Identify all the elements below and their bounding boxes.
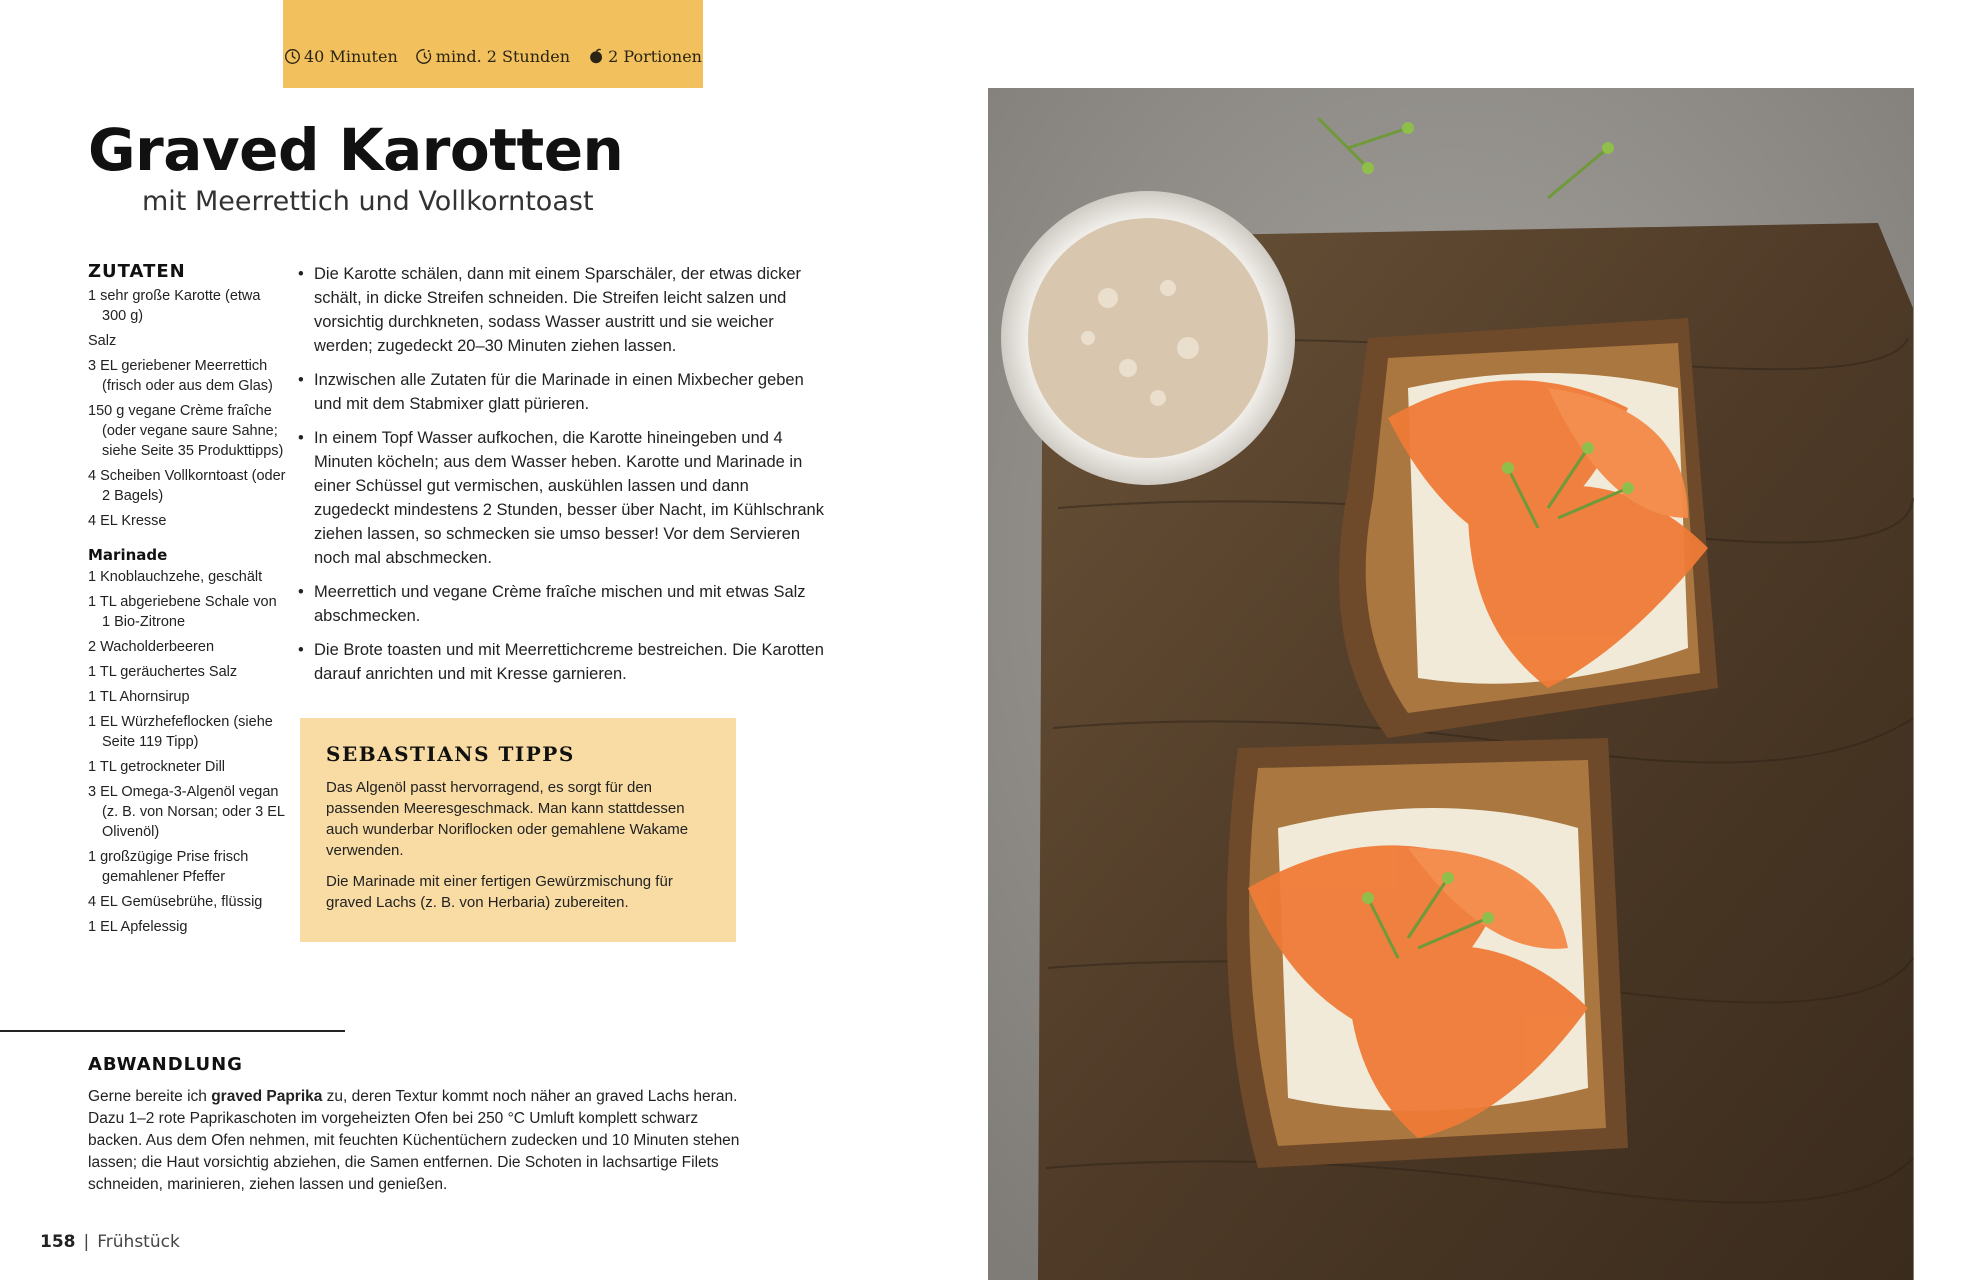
marinade-item: 1 TL getrockneter Dill: [88, 759, 226, 775]
meta-wait-label: mind. 2 Stunden: [435, 47, 571, 66]
tips-heading: SEBASTIANS TIPPS: [326, 742, 575, 766]
food-photo: [988, 88, 1914, 1280]
ingredient-item: 4 EL Kresse: [88, 513, 167, 529]
ingredient-item: 1 sehr große Karotte (etwa 300 g): [88, 288, 261, 324]
meta-time: [284, 47, 398, 66]
meta-servings-label: 2 Portionen: [608, 47, 702, 66]
ingredients-list: [88, 286, 288, 531]
ingredient-item: Salz: [88, 333, 117, 349]
marinade-item: 2 Wacholderbeeren: [88, 639, 215, 655]
salt-flakes: [1028, 218, 1268, 458]
ingredient-item: 3 EL geriebener Meerrettich (frisch oder aus dem Glas): [88, 358, 273, 394]
bullet-icon: •: [298, 265, 304, 283]
variation-text: [88, 1086, 748, 1196]
recipe-subtitle: mit Meerrettich und Vollkorntoast: [142, 186, 594, 217]
step-text: Inzwischen alle Zutaten für die Marinade in einen Mixbecher geben und mit dem Stabmixer glatt pürieren.: [314, 371, 804, 413]
bullet-icon: •: [298, 429, 304, 447]
marinade-list: [88, 567, 288, 937]
clock-icon: [284, 48, 301, 65]
recipe-title: Graved Karotten: [88, 116, 624, 184]
step-text: Meerrettich und vegane Crème fraîche mischen und mit etwas Salz abschmecken.: [314, 583, 806, 625]
variation-section: [88, 1054, 748, 1196]
step-text: In einem Topf Wasser aufkochen, die Karotte hineingeben und 4 Minuten köcheln; aus dem Wasser heben. Karotte und Marinade in einer Schüssel gut vermischen, auskühlen lassen und dann zugedeckt mindestens 2 Stunden, besser über Nacht, im Kühlschrank ziehen lassen, so schmecken sie umso besser! Vor dem Servieren noch mal abschmecken.: [314, 429, 824, 567]
step-item: [298, 580, 828, 628]
marinade-item: 3 EL Omega-3-Algenöl vegan (z. B. von Norsan; oder 3 EL Olivenöl): [88, 784, 285, 840]
marinade-item: 4 EL Gemüsebrühe, flüssig: [88, 894, 263, 910]
meta-time-label: 40 Minuten: [304, 47, 398, 66]
page-footer: [40, 1232, 180, 1252]
marinade-item: 1 TL Ahornsirup: [88, 689, 190, 705]
page-number: 158: [40, 1232, 76, 1252]
recipe-meta-bar: [283, 0, 703, 88]
marinade-item: 1 großzügige Prise frisch gemahlener Pfeffer: [88, 849, 249, 885]
marinade-item: 1 EL Apfelessig: [88, 919, 188, 935]
step-item: [298, 368, 828, 416]
footer-separator: |: [83, 1232, 90, 1252]
footer-section: Frühstück: [97, 1232, 180, 1252]
meta-wait: [416, 47, 570, 66]
variation-text-bold: graved Paprika: [211, 1088, 323, 1105]
step-text: Die Brote toasten und mit Meerrettichcreme bestreichen. Die Karotten darauf anrichten und mit Kresse garnieren.: [314, 641, 824, 683]
ingredient-item: 150 g vegane Crème fraîche (oder vegane saure Sahne; siehe Seite 35 Produkttipps): [88, 403, 284, 459]
variation-text-before: Gerne bereite ich: [88, 1088, 212, 1105]
ingredient-item: 4 Scheiben Vollkorntoast (oder 2 Bagels): [88, 468, 286, 504]
marinade-item: 1 EL Würzhefeflocken (siehe Seite 119 Tipp): [88, 714, 273, 750]
portion-icon: [588, 48, 605, 65]
marinade-item: 1 TL geräuchertes Salz: [88, 664, 238, 680]
tips-paragraph: Die Marinade mit einer fertigen Gewürzmischung für graved Lachs (z. B. von Herbaria) zubereiten.: [326, 873, 673, 911]
meta-servings: [588, 47, 702, 66]
section-divider: [0, 1030, 345, 1032]
rest-clock-icon: [416, 48, 433, 65]
marinade-heading: Marinade: [88, 546, 168, 564]
ingredients-column: [88, 262, 288, 942]
bullet-icon: •: [298, 641, 304, 659]
ingredients-heading: ZUTATEN: [88, 261, 186, 282]
tips-paragraph: Das Algenöl passt hervorragend, es sorgt für den passenden Meeresgeschmack. Man kann stattdessen auch wunderbar Noriflocken oder gemahlene Wakame verwenden.: [326, 779, 689, 859]
tips-box: [300, 718, 736, 942]
bullet-icon: •: [298, 371, 304, 389]
step-item: [298, 262, 828, 358]
variation-text-after: zu, deren Textur kommt noch näher an graved Lachs heran. Dazu 1–2 rote Paprikaschoten im vorgeheizten Ofen bei 250 °C Umluft komplett schwarz backen. Aus dem Ofen nehmen, mit feuchten Küchentüchern zudecken und 10 Minuten stehen lassen; die Haut vorsichtig abziehen, die Samen entfernen. Die Schoten in lachsartige Filets schneiden, marinieren, ziehen lassen und genießen.: [88, 1088, 740, 1193]
marinade-item: 1 Knoblauchzehe, geschält: [88, 569, 263, 585]
step-item: [298, 638, 828, 686]
preparation-steps: [298, 262, 828, 696]
step-text: Die Karotte schälen, dann mit einem Sparschäler, der etwas dicker schält, in dicke Streifen schneiden. Die Streifen leicht salzen und vorsichtig durchkneten, sodass Wasser austritt und sie weicher werden; zugedeckt 20–30 Minuten ziehen lassen.: [314, 265, 801, 355]
food-illustration: [988, 88, 1914, 1280]
variation-heading: ABWANDLUNG: [88, 1054, 243, 1075]
marinade-item: 1 TL abgeriebene Schale von 1 Bio-Zitrone: [88, 594, 277, 630]
step-item: [298, 426, 828, 570]
bullet-icon: •: [298, 583, 304, 601]
